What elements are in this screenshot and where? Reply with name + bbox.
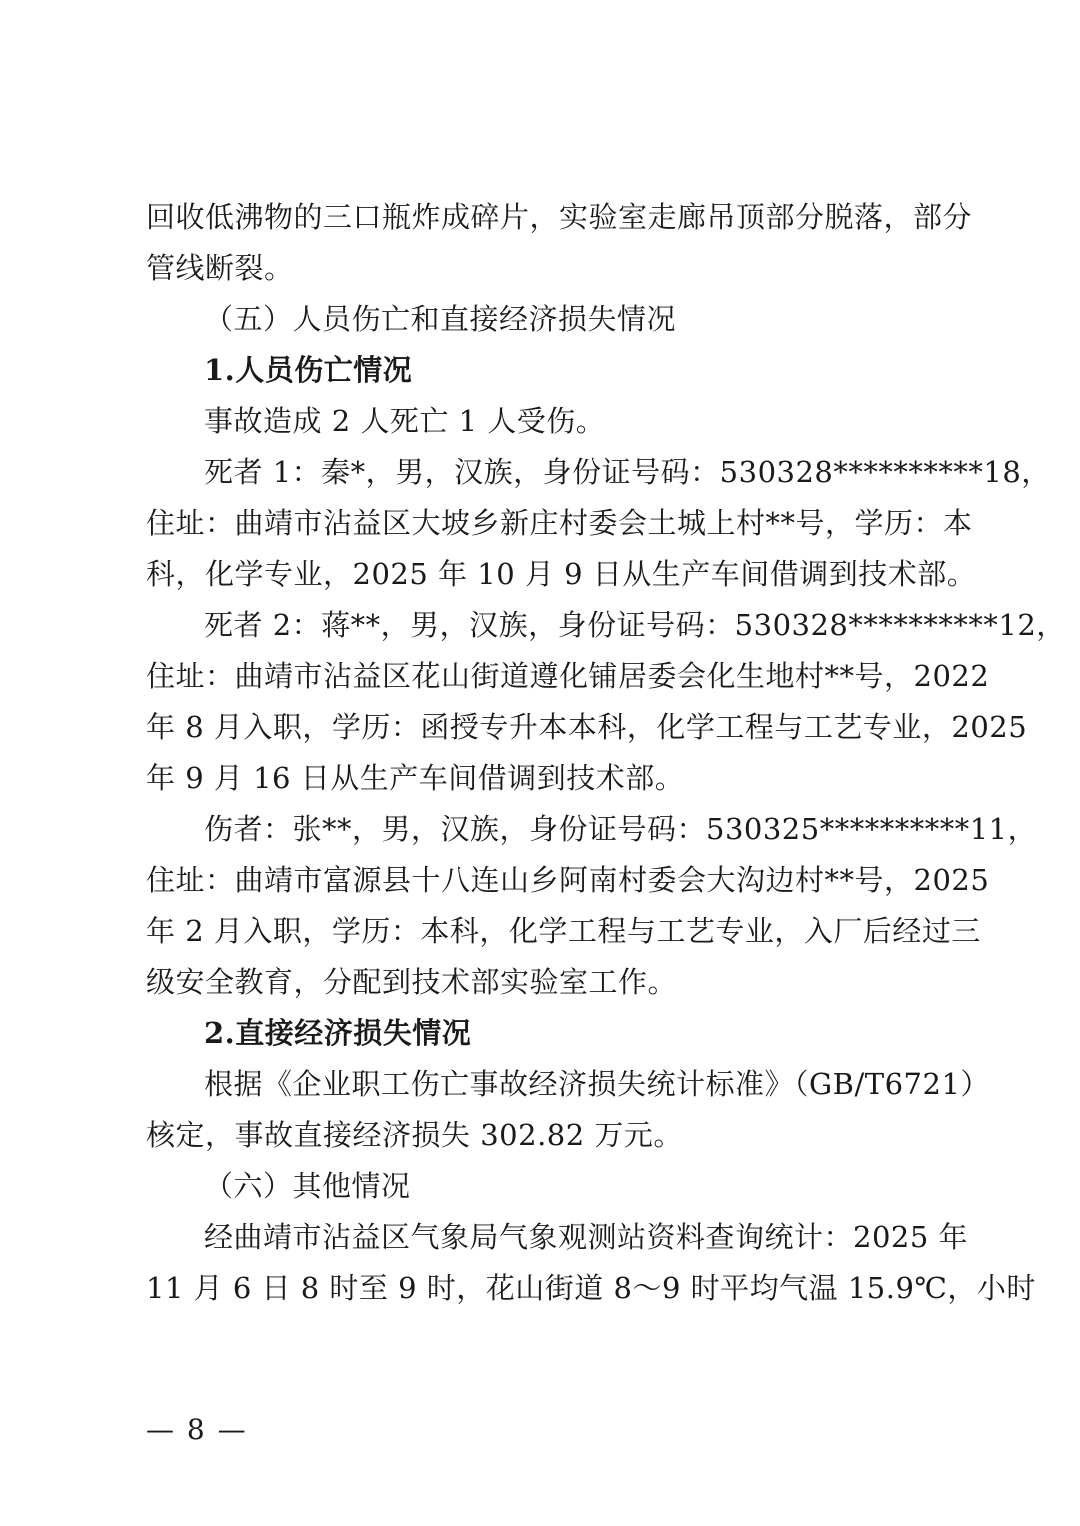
page-number: — 8 — bbox=[146, 1413, 248, 1446]
text-line: （六）其他情况 bbox=[204, 1169, 411, 1203]
text-line: 经曲靖市沾益区气象局气象观测站资料查询统计：2025 年 bbox=[204, 1220, 969, 1254]
text-line: 管线断裂。 bbox=[146, 251, 294, 285]
text-line: 死者 1：秦*，男，汉族，身份证号码：530328**********18， bbox=[204, 455, 1051, 489]
text-line: 事故造成 2 人死亡 1 人受伤。 bbox=[204, 404, 606, 438]
section-heading: 1.人员伤亡情况 bbox=[204, 353, 413, 387]
text-line: 年 9 月 16 日从生产车间借调到技术部。 bbox=[146, 761, 685, 795]
text-line: 年 2 月入职，学历：本科，化学工程与工艺专业，入厂后经过三 bbox=[146, 914, 981, 948]
section-heading: 2.直接经济损失情况 bbox=[204, 1016, 472, 1050]
text-line: 住址：曲靖市沾益区花山街道遵化铺居委会化生地村**号，2022 bbox=[146, 659, 990, 693]
text-line: 住址：曲靖市沾益区大坡乡新庄村委会土城上村**号，学历：本 bbox=[146, 506, 973, 540]
document-body bbox=[146, 192, 1066, 1314]
text-line: 死者 2：蒋**，男，汉族，身份证号码：530328**********12， bbox=[204, 608, 1066, 642]
text-line: 年 8 月入职，学历：函授专升本本科，化学工程与工艺专业，2025 bbox=[146, 710, 1028, 744]
text-line: 住址：曲靖市富源县十八连山乡阿南村委会大沟边村**号，2025 bbox=[146, 863, 990, 897]
text-line: 级安全教育，分配到技术部实验室工作。 bbox=[146, 965, 678, 999]
text-line: 根据《企业职工伤亡事故经济损失统计标准》（GB/T6721） bbox=[204, 1067, 990, 1101]
text-line: 伤者：张**，男，汉族，身份证号码：530325**********11， bbox=[204, 812, 1038, 846]
text-line: 回收低沸物的三口瓶炸成碎片，实验室走廊吊顶部分脱落，部分 bbox=[146, 200, 973, 234]
text-line: 核定，事故直接经济损失 302.82 万元。 bbox=[146, 1118, 683, 1152]
text-line: （五）人员伤亡和直接经济损失情况 bbox=[204, 302, 677, 336]
text-line: 科，化学专业，2025 年 10 月 9 日从生产车间借调到技术部。 bbox=[146, 557, 977, 591]
text-line: 11 月 6 日 8 时至 9 时，花山街道 8～9 时平均气温 15.9℃，小时 bbox=[146, 1271, 1036, 1305]
